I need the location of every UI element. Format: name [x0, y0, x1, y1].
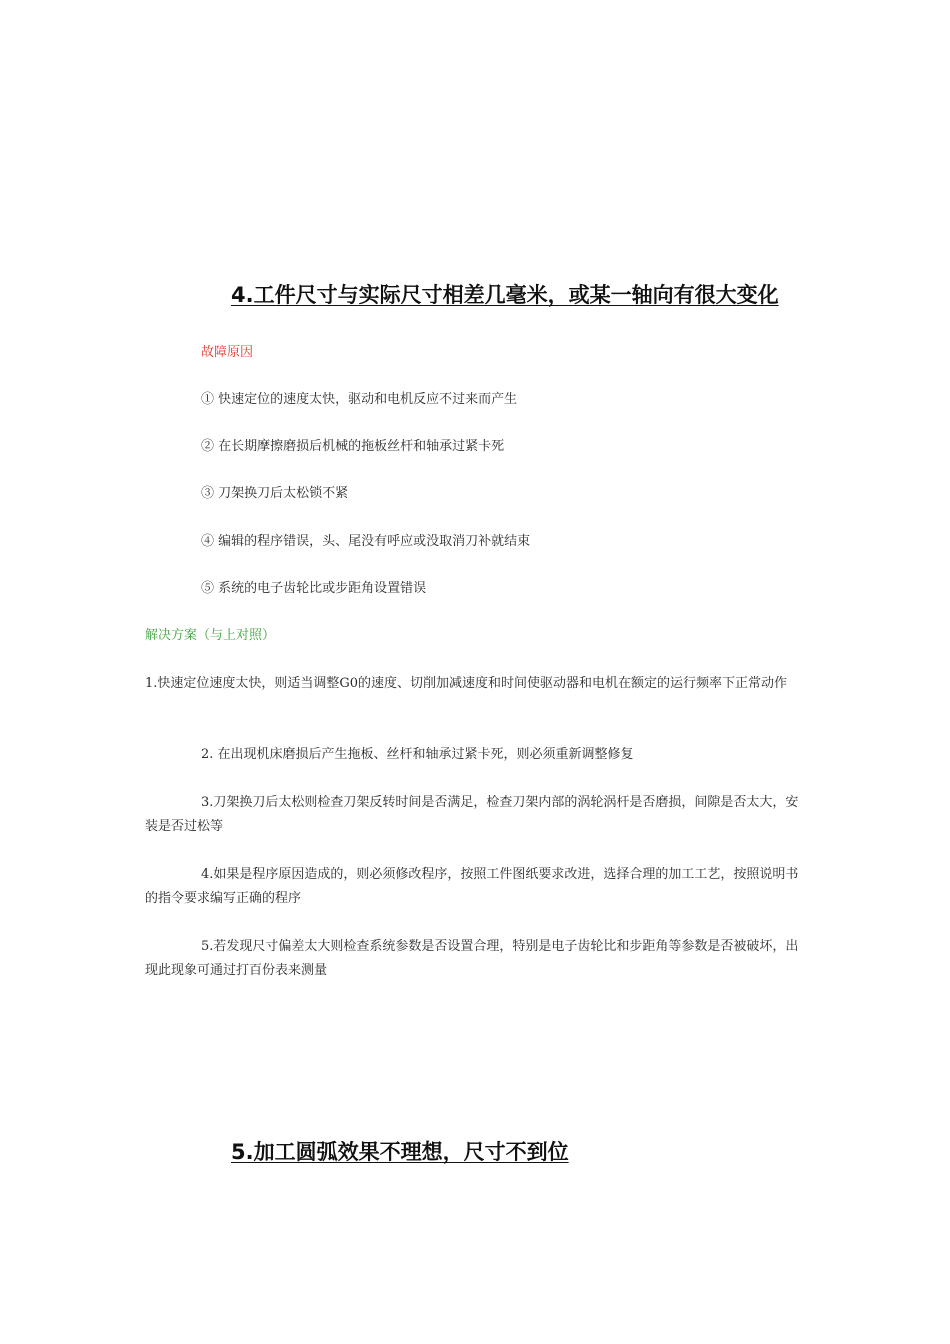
solution-item-5: 5.若发现尺寸偏差太大则检查系统参数是否设置合理，特别是电子齿轮比和步距角等参数是否被破坏，出现此现象可通过打百份表来测量	[145, 939, 799, 978]
solution-label: 解决方案（与上对照）	[145, 628, 276, 643]
cause-item-1: ① 快速定位的速度太快，驱动和电机反应不过来而产生	[201, 392, 518, 407]
solution-item-4: 4.如果是程序原因造成的，则必须修改程序，按照工件图纸要求改进，选择合理的加工工艺，按照说明书的指令要求编写正确的程序	[145, 867, 799, 906]
cause-item-4: ④ 编辑的程序错误，头、尾没有呼应或没取消刀补就结束	[201, 534, 531, 549]
solution-item-3: 3.刀架换刀后太松则检查刀架反转时间是否满足，检查刀架内部的涡轮涡杆是否磨损，间隙是否太大，安装是否过松等	[145, 795, 799, 834]
section-5-heading: 5.加工圆弧效果不理想，尺寸不到位	[231, 1140, 569, 1164]
solution-item-1: 1.快速定位速度太快，则适当调整G0的速度、切削加减速度和时间使驱动器和电机在额定的运行频率下正常动作	[145, 676, 788, 691]
cause-label: 故障原因	[201, 345, 254, 360]
cause-item-2: ② 在长期摩擦磨损后机械的拖板丝杆和轴承过紧卡死	[201, 439, 505, 454]
solution-item-2: 2. 在出现机床磨损后产生拖板、丝杆和轴承过紧卡死，则必须重新调整修复	[201, 747, 634, 762]
cause-item-5: ⑤ 系统的电子齿轮比或步距角设置错误	[201, 581, 427, 596]
cause-item-3: ③ 刀架换刀后太松锁不紧	[201, 486, 349, 501]
section-4-heading: 4.工件尺寸与实际尺寸相差几毫米，或某一轴向有很大变化	[231, 283, 779, 307]
